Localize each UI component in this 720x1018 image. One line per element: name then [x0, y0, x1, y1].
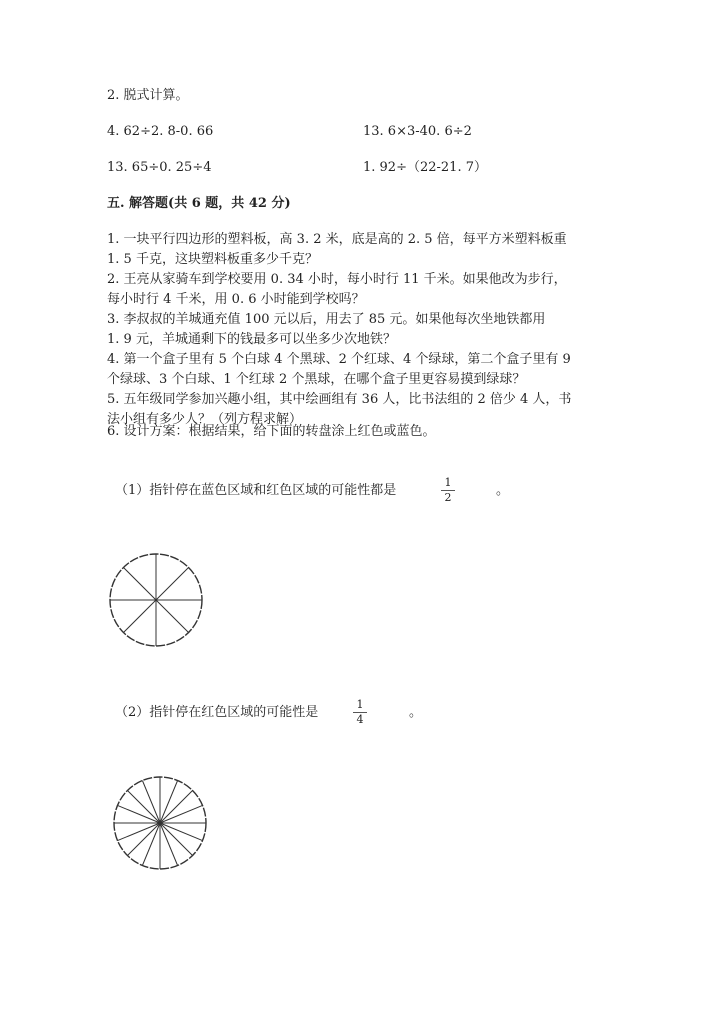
- part2-end: 。: [409, 705, 423, 720]
- problem-line: 5. 五年级同学参加兴趣小组，其中绘画组有 36 人，比书法组的 2 倍少 4 人，书: [107, 392, 572, 407]
- spinner-divider: [123, 567, 156, 600]
- spinner-divider: [156, 567, 189, 600]
- spinner-divider: [123, 600, 156, 633]
- part1-fraction: [441, 477, 455, 504]
- calc-problem-2: 13. 6×3-40. 6÷2: [363, 124, 472, 139]
- part2-fraction: [353, 699, 367, 726]
- fraction-denominator: 4: [356, 713, 364, 726]
- problem-line: 4. 第一个盒子里有 5 个白球 4 个黑球、2 个红球、4 个绿球，第二个盒子里有 9: [107, 352, 571, 367]
- problem-line: 1. 一块平行四边形的塑料板，高 3. 2 米，底是高的 2. 5 倍，每平方米塑料板重: [107, 232, 567, 247]
- spinner-divider: [156, 600, 189, 633]
- spinner-16[interactable]: [105, 768, 215, 878]
- part1-text: （1）指针停在蓝色区域和红色区域的可能性都是: [115, 483, 397, 498]
- problem-line: 2. 王亮从家骑车到学校要用 0. 34 小时，每小时行 11 千米。如果他改为步行，: [107, 272, 567, 287]
- section-heading: 五. 解答题(共 6 题，共 42 分): [107, 196, 291, 211]
- spinner-divider: [127, 790, 160, 823]
- problem-line: 3. 李叔叔的羊城通充值 100 元以后，用去了 85 元。如果他每次坐地铁都用: [107, 312, 546, 327]
- spinner-8[interactable]: [101, 545, 211, 655]
- calc-problem-4: 1. 92÷（22-21. 7）: [363, 160, 487, 175]
- fraction-numerator: 1: [356, 698, 364, 711]
- calc-problem-1: 4. 62÷2. 8-0. 66: [107, 124, 214, 139]
- part1-end: 。: [496, 483, 510, 498]
- problem-line: 6. 设计方案：根据结果，给下面的转盘涂上红色或蓝色。: [107, 424, 436, 439]
- part2-text: （2）指针停在红色区域的可能性是: [115, 705, 319, 720]
- spinner-divider: [127, 823, 160, 856]
- calc-heading: 2. 脱式计算。: [107, 88, 189, 103]
- problem-line: 个绿球、3 个白球、1 个红球 2 个黑球，在哪个盒子里更容易摸到绿球？: [107, 372, 526, 387]
- spinner-divider: [160, 823, 193, 856]
- problem-line: 法小组有多少人？（列方程求解）: [107, 412, 303, 427]
- problem-line: 1. 5 千克，这块塑料板重多少千克？: [107, 252, 318, 267]
- fraction-numerator: 1: [444, 476, 452, 489]
- problem-line: 1. 9 元，羊城通剩下的钱最多可以坐多少次地铁？: [107, 332, 396, 347]
- fraction-denominator: 2: [444, 491, 452, 504]
- problem-line: 每小时行 4 千米，用 0. 6 小时能到学校吗？: [107, 292, 365, 307]
- calc-problem-3: 13. 65÷0. 25÷4: [107, 160, 212, 175]
- spinner-divider: [160, 790, 193, 823]
